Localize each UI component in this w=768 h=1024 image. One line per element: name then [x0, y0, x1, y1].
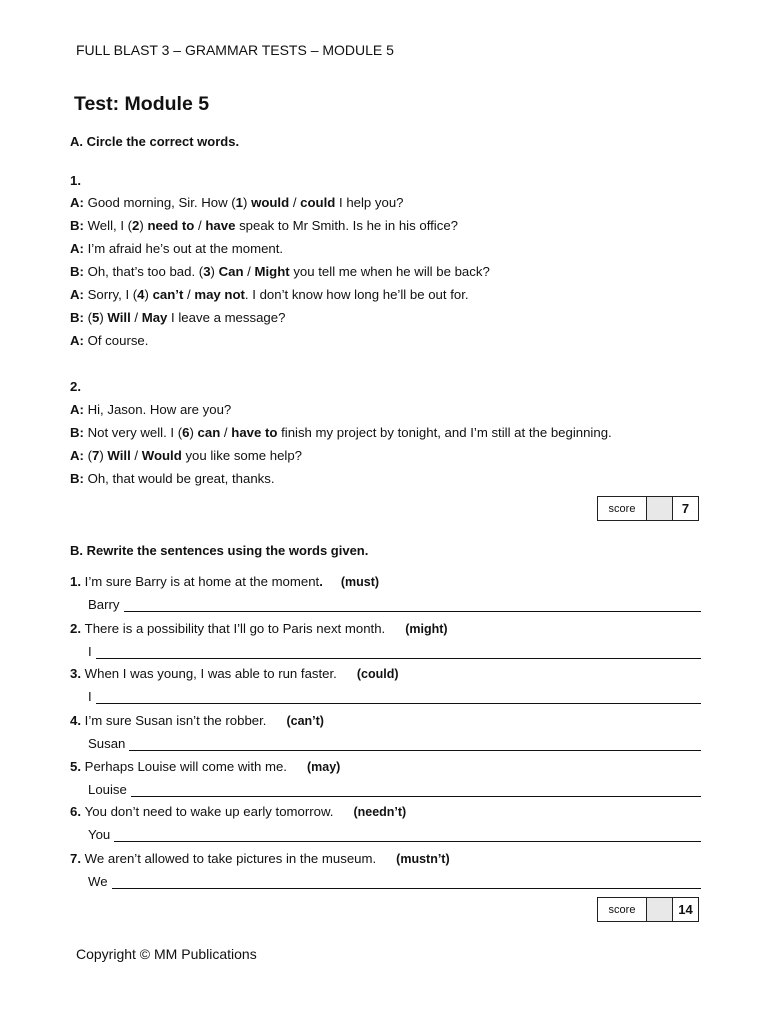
option-word[interactable]: can: [197, 425, 221, 440]
question-sentence: I’m sure Barry is at home at the moment: [84, 574, 320, 589]
dialogue-text: Good morning, Sir. How (: [87, 195, 236, 210]
dialogue-text: /: [183, 287, 195, 302]
rewrite-question: [70, 759, 340, 774]
option-word[interactable]: 6: [182, 425, 190, 440]
dialogue-text: Sorry, I (: [87, 287, 138, 302]
dialogue-line: [70, 425, 612, 440]
speaker-label: A:: [70, 402, 88, 417]
option-word[interactable]: have: [205, 218, 236, 233]
answer-line[interactable]: [88, 782, 701, 797]
answer-starter: You: [88, 827, 111, 842]
question-number: 3.: [70, 666, 85, 681]
rewrite-question: [70, 666, 399, 681]
question-sentence: I’m sure Susan isn’t the robber.: [84, 713, 267, 728]
dialogue-text: ): [139, 218, 148, 233]
speaker-label: A:: [70, 287, 88, 302]
answer-line[interactable]: [88, 827, 701, 842]
answer-starter: I: [88, 644, 92, 659]
speaker-label: A:: [70, 333, 88, 348]
answer-starter: We: [88, 874, 108, 889]
question-number: 2.: [70, 621, 85, 636]
option-word[interactable]: 5: [92, 310, 100, 325]
page-header: FULL BLAST 3 – GRAMMAR TESTS – MODULE 5: [76, 42, 394, 58]
option-word[interactable]: 4: [137, 287, 145, 302]
score-box-b: [597, 897, 699, 922]
dialogue-text: (: [87, 448, 92, 463]
dialogue-text: (: [87, 310, 92, 325]
dialogue-text: I help you?: [335, 195, 404, 210]
speaker-label: A:: [70, 241, 88, 256]
dialogue-line: [70, 402, 231, 417]
answer-blank[interactable]: [96, 644, 701, 659]
dialogue-line: [70, 310, 285, 325]
dialogue-text: ): [144, 287, 153, 302]
speaker-label: B:: [70, 471, 88, 486]
option-word[interactable]: Would: [141, 448, 182, 463]
answer-line[interactable]: [88, 597, 701, 612]
dialogue-text: /: [220, 425, 232, 440]
answer-line[interactable]: [88, 644, 701, 659]
option-word[interactable]: Will: [107, 310, 131, 325]
rewrite-question: [70, 713, 324, 728]
answer-blank[interactable]: [112, 874, 701, 889]
answer-blank[interactable]: [124, 597, 701, 612]
dialogue-text: . I don’t know how long he’ll be out for.: [244, 287, 469, 302]
copyright-footer: Copyright © MM Publications: [76, 946, 257, 962]
option-word[interactable]: Will: [107, 448, 131, 463]
question-sentence: When I was young, I was able to run faster.: [84, 666, 337, 681]
keyword-hint: (may): [306, 760, 341, 774]
option-word[interactable]: Might: [254, 264, 290, 279]
question-number: 7.: [70, 851, 85, 866]
score-box-a: [597, 496, 699, 521]
keyword-hint: (must): [340, 575, 380, 589]
dialogue-text: /: [243, 264, 255, 279]
answer-line[interactable]: [88, 874, 701, 889]
score-blank[interactable]: [647, 497, 673, 520]
dialogue-text: ): [210, 264, 219, 279]
rewrite-question: [70, 851, 450, 866]
dialogue-text: I leave a message?: [167, 310, 286, 325]
answer-line[interactable]: [88, 689, 701, 704]
dialogue-line: [70, 287, 469, 302]
answer-blank[interactable]: [129, 736, 701, 751]
dialogue-text: you like some help?: [181, 448, 303, 463]
option-word[interactable]: Can: [218, 264, 244, 279]
option-word[interactable]: would: [251, 195, 290, 210]
dialogue-number: 1.: [70, 173, 81, 188]
speaker-label: B:: [70, 425, 88, 440]
option-word[interactable]: could: [300, 195, 336, 210]
keyword-hint: (needn’t): [353, 805, 407, 819]
dialogue-line: [70, 264, 490, 279]
dialogue-text: /: [194, 218, 206, 233]
dialogue-line: [70, 241, 283, 256]
option-word[interactable]: need to: [147, 218, 195, 233]
question-sentence: You don’t need to wake up early tomorrow.: [84, 804, 334, 819]
option-word[interactable]: 2: [132, 218, 140, 233]
dialogue-line: [70, 448, 302, 463]
question-number: 4.: [70, 713, 85, 728]
score-label: score: [598, 497, 647, 520]
dialogue-text: you tell me when he will be back?: [289, 264, 490, 279]
dialogue-text: ): [189, 425, 198, 440]
score-total: 14: [678, 902, 693, 917]
score-label: score: [598, 898, 647, 921]
dialogue-line: [70, 333, 148, 348]
speaker-label: B:: [70, 264, 88, 279]
keyword-hint: (might): [405, 622, 448, 636]
dialogue-text: ): [99, 448, 108, 463]
keyword-hint: (mustn’t): [396, 852, 450, 866]
dialogue-text: Oh, that’s too bad. (: [87, 264, 204, 279]
rewrite-question: [70, 804, 406, 819]
question-sentence: There is a possibility that I’ll go to Paris next month.: [84, 621, 386, 636]
speaker-label: A:: [70, 448, 88, 463]
option-word[interactable]: have to: [231, 425, 278, 440]
dialogue-number: 2.: [70, 379, 81, 394]
dialogue-text: ): [99, 310, 108, 325]
dialogue-text: finish my project by tonight, and I’m still at the beginning.: [277, 425, 612, 440]
question-sentence: We aren’t allowed to take pictures in the museum.: [84, 851, 377, 866]
option-word[interactable]: 1: [235, 195, 243, 210]
answer-blank[interactable]: [96, 689, 701, 704]
answer-starter: Susan: [88, 736, 126, 751]
dialogue-text: Hi, Jason. How are you?: [87, 402, 232, 417]
answer-starter: I: [88, 689, 92, 704]
dialogue-text: Well, I (: [87, 218, 133, 233]
dialogue-text: /: [130, 448, 142, 463]
dialogue-text: /: [289, 195, 301, 210]
dialogue-text: Of course.: [87, 333, 149, 348]
question-number: 6.: [70, 804, 85, 819]
question-sentence: Perhaps Louise will come with me.: [84, 759, 287, 774]
dialogue-line: [70, 218, 458, 233]
dialogue-text: ): [243, 195, 252, 210]
dialogue-text: speak to Mr Smith. Is he in his office?: [235, 218, 458, 233]
answer-starter: Louise: [88, 782, 127, 797]
answer-line[interactable]: [88, 736, 701, 751]
score-total: 7: [681, 501, 690, 516]
question-number: 1.: [70, 574, 85, 589]
option-word[interactable]: May: [141, 310, 168, 325]
dialogue-text: Not very well. I (: [87, 425, 183, 440]
answer-blank[interactable]: [114, 827, 701, 842]
section-b-heading: B. Rewrite the sentences using the words given.: [70, 543, 369, 558]
dialogue-text: I’m afraid he’s out at the moment.: [87, 241, 284, 256]
rewrite-question: [70, 621, 448, 636]
page-title: Test: Module 5: [74, 93, 210, 115]
rewrite-question: 1. I’m sure Barry is at home at the moment. (must): [70, 574, 380, 589]
dialogue-text: Oh, that would be great, thanks.: [87, 471, 275, 486]
answer-starter: Barry: [88, 597, 120, 612]
option-word[interactable]: 3: [203, 264, 211, 279]
section-a-heading: A. Circle the correct words.: [70, 134, 240, 149]
speaker-label: B:: [70, 218, 88, 233]
keyword-hint: (can’t): [286, 714, 324, 728]
option-word[interactable]: 7: [92, 448, 100, 463]
question-number: 5.: [70, 759, 85, 774]
option-word[interactable]: may not: [194, 287, 245, 302]
speaker-label: B:: [70, 310, 88, 325]
option-word[interactable]: can’t: [152, 287, 184, 302]
dialogue-line: [70, 471, 275, 486]
keyword-hint: (could): [356, 667, 399, 681]
speaker-label: A:: [70, 195, 88, 210]
dialogue-text: /: [130, 310, 142, 325]
score-blank[interactable]: [647, 898, 673, 921]
answer-blank[interactable]: [131, 782, 701, 797]
dialogue-line: [70, 195, 404, 210]
